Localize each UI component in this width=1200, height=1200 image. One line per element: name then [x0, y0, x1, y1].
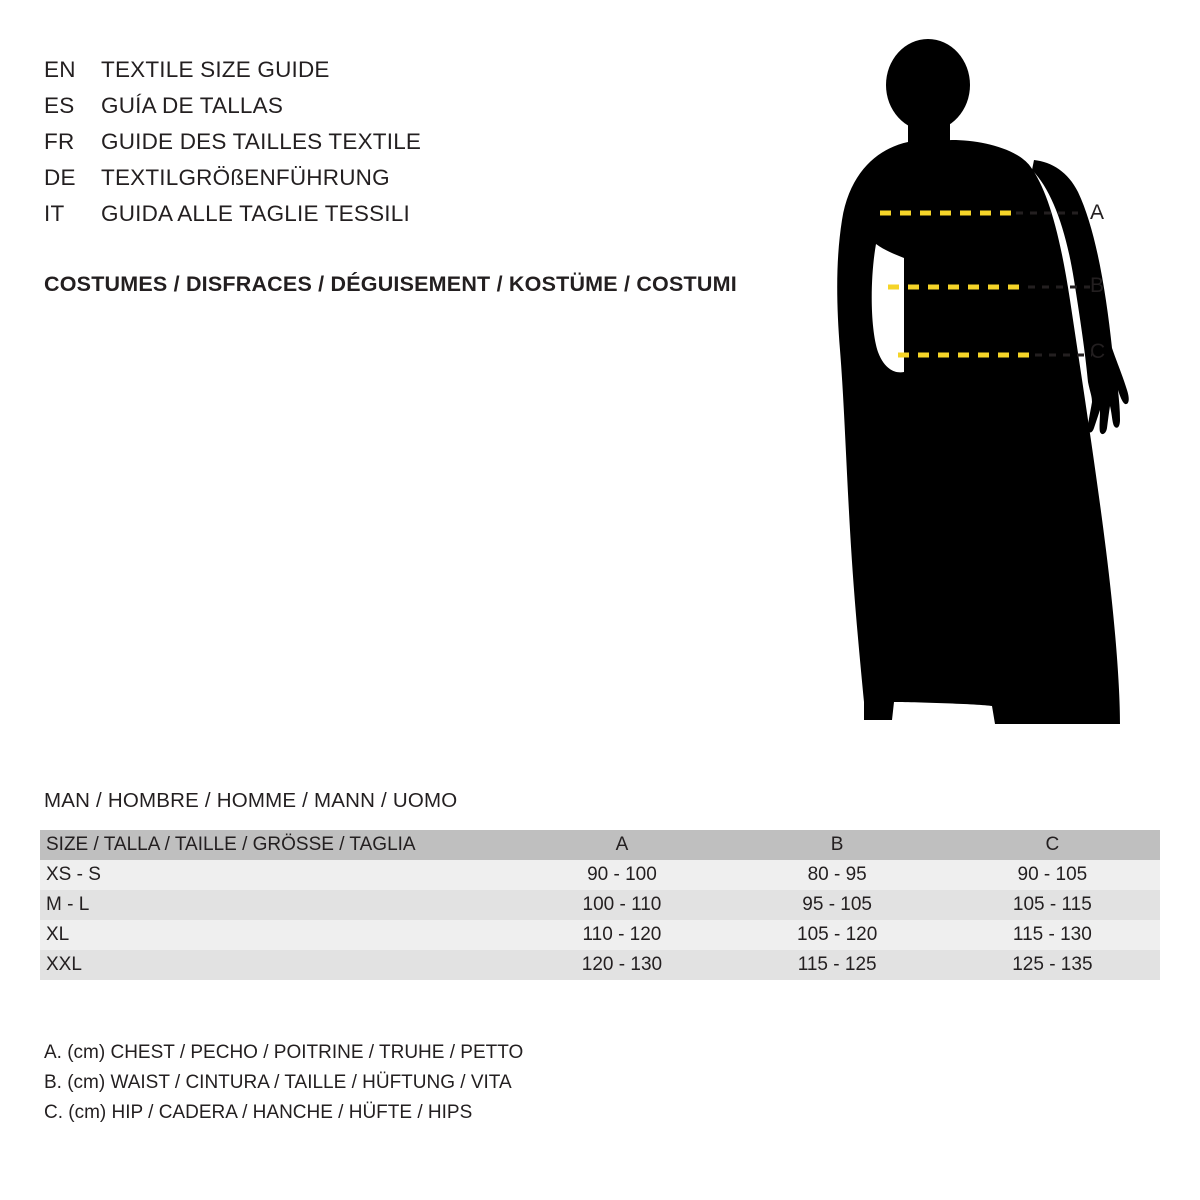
cell-c: 105 - 115	[1012, 894, 1092, 915]
language-title-block	[44, 57, 844, 237]
cell-c: 115 - 130	[1012, 924, 1092, 945]
measurement-legend	[44, 1038, 523, 1128]
title-row-en	[44, 57, 844, 93]
language-code-it: IT	[44, 201, 65, 226]
measure-label-b: B	[1090, 274, 1105, 297]
title-text-fr: GUIDE DES TAILLES TEXTILE	[101, 129, 422, 154]
table-row	[40, 890, 1160, 920]
table-header-row	[40, 830, 1160, 860]
cell-b: 115 - 125	[797, 954, 877, 975]
silhouette-figure	[820, 30, 1160, 740]
title-row-es	[44, 93, 844, 129]
costume-subtitle: COSTUMES / DISFRACES / DÉGUISEMENT / KOSTÜME / COSTUMI	[44, 272, 737, 296]
title-text-es: GUÍA DE TALLAS	[101, 93, 284, 118]
cell-a: 120 - 130	[581, 954, 663, 975]
legend-line-a: A. (cm) CHEST / PECHO / POITRINE / TRUHE / PETTO	[44, 1042, 524, 1063]
cell-a: 100 - 110	[582, 894, 662, 915]
language-code-es: ES	[44, 93, 75, 118]
cell-b: 95 - 105	[802, 894, 873, 915]
measure-label-c: C	[1090, 340, 1106, 363]
title-row-fr	[44, 129, 844, 165]
title-text-it: GUIDA ALLE TAGLIE TESSILI	[101, 201, 410, 226]
table-row	[40, 920, 1160, 950]
cell-size: M - L	[46, 894, 90, 915]
size-table	[40, 830, 1160, 980]
table-header-b: B	[730, 830, 945, 860]
cell-c: 90 - 105	[1017, 864, 1088, 885]
language-code-en: EN	[44, 57, 76, 82]
table-header-size: SIZE / TALLA / TAILLE / GRÖSSE / TAGLIA	[40, 830, 514, 860]
table-header-c: C	[945, 830, 1160, 860]
table-heading: MAN / HOMBRE / HOMME / MANN / UOMO	[44, 789, 458, 812]
cell-a: 90 - 100	[587, 864, 657, 885]
cell-size: XS - S	[46, 864, 101, 885]
cell-b: 105 - 120	[797, 924, 878, 945]
cell-a: 110 - 120	[582, 924, 662, 945]
title-row-de	[44, 165, 844, 201]
cell-size: XXL	[46, 954, 82, 975]
table-row	[40, 950, 1160, 980]
cell-size: XL	[46, 924, 70, 945]
title-text-de: TEXTILGRÖßENFÜHRUNG	[101, 165, 390, 190]
table-row	[40, 860, 1160, 890]
cell-c: 125 - 135	[1012, 954, 1093, 975]
title-row-it	[44, 201, 844, 237]
cell-b: 80 - 95	[807, 864, 867, 885]
legend-line-b: B. (cm) WAIST / CINTURA / TAILLE / HÜFTUNG / VITA	[44, 1072, 512, 1093]
table-header-a: A	[514, 830, 729, 860]
measure-label-a: A	[1090, 201, 1105, 224]
title-text-en: TEXTILE SIZE GUIDE	[101, 57, 330, 82]
language-code-de: DE	[44, 165, 76, 190]
language-code-fr: FR	[44, 129, 75, 154]
legend-line-c: C. (cm) HIP / CADERA / HANCHE / HÜFTE / HIPS	[44, 1102, 473, 1123]
